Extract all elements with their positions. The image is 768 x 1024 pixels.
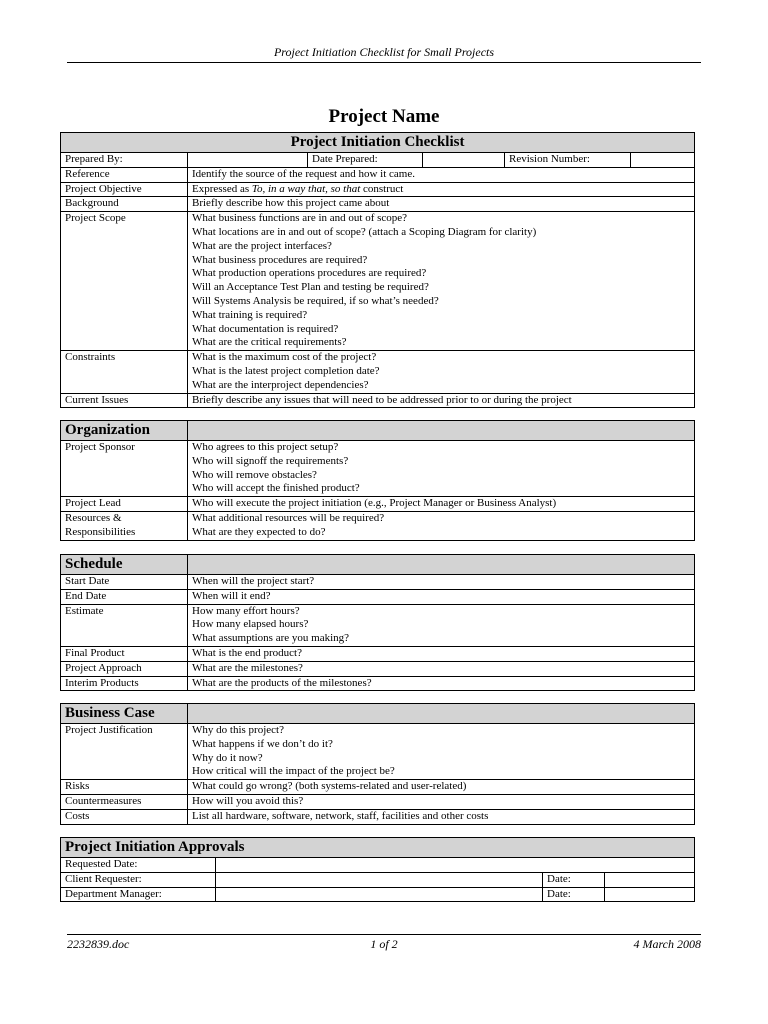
- row-line: What are the critical requirements?: [192, 336, 347, 349]
- date-prepared-field[interactable]: [423, 153, 505, 168]
- row-label: Project Objective: [61, 182, 188, 197]
- table-row: [61, 646, 695, 661]
- row-line: What additional resources will be required?: [192, 511, 385, 524]
- client-requester-field[interactable]: [216, 872, 543, 887]
- row-line: What are the milestones?: [192, 661, 303, 674]
- row-line: How critical will the impact of the project be?: [192, 765, 395, 778]
- row-label: Resources & Responsibilities: [61, 511, 188, 540]
- row-line: How many effort hours?: [192, 604, 300, 617]
- row-line: How will you avoid this?: [192, 794, 304, 807]
- row-label: Project Scope: [61, 212, 188, 351]
- row-line: What assumptions are you making?: [192, 632, 350, 645]
- row-label: Project Approach: [61, 661, 188, 676]
- organization-title: Organization: [61, 421, 188, 441]
- row-label: Current Issues: [61, 393, 188, 408]
- row-line: Briefly describe how this project came about: [192, 197, 390, 210]
- table-row: [61, 212, 695, 351]
- row-line: What are the project interfaces?: [192, 239, 332, 252]
- page-header-text: Project Initiation Checklist for Small Projects: [273, 45, 495, 59]
- row-line: Will an Acceptance Test Plan and testing be required?: [192, 281, 429, 294]
- row-label: Countermeasures: [61, 794, 188, 809]
- schedule-title: Schedule: [61, 555, 188, 575]
- row-line: When will it end?: [192, 589, 271, 602]
- client-date-field[interactable]: [605, 872, 695, 887]
- requested-date-label: Requested Date:: [61, 858, 216, 873]
- department-manager-field[interactable]: [216, 887, 543, 902]
- page-footer: [67, 934, 701, 951]
- row-line: Identify the source of the request and how it came.: [192, 167, 415, 180]
- row-line: What happens if we don’t do it?: [192, 737, 333, 750]
- row-line: Why do this project?: [192, 724, 284, 736]
- checklist-table: [60, 132, 695, 408]
- row-label: End Date: [61, 589, 188, 604]
- row-line: What could go wrong? (both systems-related and user-related): [192, 780, 467, 793]
- row-label: Constraints: [61, 351, 188, 393]
- row-label: Interim Products: [61, 676, 188, 691]
- table-row: [61, 351, 695, 393]
- objective-text: Expressed as To, in a way that, so that construct: [188, 182, 695, 197]
- table-row: [61, 441, 695, 497]
- organization-table: [60, 420, 695, 541]
- row-line: What is the end product?: [192, 646, 302, 659]
- checklist-title: Project Initiation Checklist: [61, 133, 695, 153]
- prepared-by-label: Prepared By:: [61, 153, 188, 168]
- table-row: [61, 497, 695, 512]
- manager-date-label: Date:: [543, 887, 605, 902]
- table-row: [61, 676, 695, 691]
- schedule-table: [60, 554, 695, 691]
- table-row: [61, 182, 695, 197]
- row-label: Costs: [61, 809, 188, 824]
- row-line: Why do it now?: [192, 751, 263, 764]
- row-line: Briefly describe any issues that will need to be addressed prior to or during the project: [192, 393, 572, 406]
- row-label: Risks: [61, 780, 188, 795]
- row-line: What is the latest project completion date?: [192, 364, 380, 377]
- client-requester-label: Client Requester:: [61, 872, 216, 887]
- row-line: Who agrees to this project setup?: [192, 441, 339, 453]
- row-line: What are the interproject dependencies?: [192, 378, 369, 391]
- row-line: What locations are in and out of scope? (attach a Scoping Diagram for clarity): [192, 225, 537, 238]
- table-row: [61, 604, 695, 646]
- approvals-table: [60, 837, 695, 902]
- row-line: List all hardware, software, network, staff, facilities and other costs: [192, 809, 489, 822]
- table-row: [61, 511, 695, 540]
- row-line: What documentation is required?: [192, 322, 339, 335]
- row-label: Reference: [61, 167, 188, 182]
- row-line: What business procedures are required?: [192, 253, 368, 266]
- objective-italic: To, in a way that, so that: [251, 182, 361, 195]
- row-line: Who will signoff the requirements?: [192, 454, 349, 467]
- date-prepared-label: Date Prepared:: [308, 153, 423, 168]
- table-row: [61, 167, 695, 182]
- table-row: [61, 393, 695, 408]
- row-label: Estimate: [61, 604, 188, 646]
- page-title: Project Name: [328, 106, 440, 127]
- row-line: What are the products of the milestones?: [192, 676, 372, 689]
- row-label: Project Lead: [61, 497, 188, 512]
- department-manager-label: Department Manager:: [61, 887, 216, 902]
- table-row: [61, 809, 695, 824]
- row-label: Start Date: [61, 575, 188, 590]
- table-row: [61, 724, 695, 780]
- row-line: What production operations procedures are required?: [192, 267, 427, 280]
- client-date-label: Date:: [543, 872, 605, 887]
- row-line: Who will accept the finished product?: [192, 482, 360, 495]
- row-line: Who will remove obstacles?: [192, 468, 317, 481]
- row-line: What is the maximum cost of the project?: [192, 351, 377, 364]
- row-label: Project Justification: [61, 724, 188, 780]
- row-line: Will Systems Analysis be required, if so what’s needed?: [192, 294, 439, 307]
- row-label: Background: [61, 197, 188, 212]
- requested-date-field[interactable]: [216, 858, 695, 873]
- table-row: [61, 794, 695, 809]
- approvals-title: Project Initiation Approvals: [61, 838, 695, 858]
- revision-number-field[interactable]: [631, 153, 695, 168]
- row-label: Final Product: [61, 646, 188, 661]
- business-case-table: [60, 703, 695, 825]
- row-line: What business functions are in and out of scope?: [192, 212, 408, 225]
- row-line: What are they expected to do?: [192, 525, 326, 538]
- prepared-by-field[interactable]: [188, 153, 308, 168]
- manager-date-field[interactable]: [605, 887, 695, 902]
- footer-date: 4 March 2008: [633, 937, 701, 951]
- footer-page-number: 1 of 2: [370, 937, 398, 951]
- row-line: Who will execute the project initiation (e.g., Project Manager or Business Analyst): [192, 497, 557, 510]
- row-line: How many elapsed hours?: [192, 618, 309, 631]
- table-row: [61, 575, 695, 590]
- business-case-title: Business Case: [61, 704, 188, 724]
- table-row: [61, 780, 695, 795]
- row-label: Project Sponsor: [61, 441, 188, 497]
- footer-filename: 2232839.doc: [67, 937, 130, 951]
- table-row: [61, 197, 695, 212]
- row-line: What training is required?: [192, 308, 308, 321]
- revision-number-label: Revision Number:: [505, 153, 631, 168]
- row-line: When will the project start?: [192, 575, 315, 587]
- table-row: [61, 661, 695, 676]
- page-header: [67, 45, 701, 63]
- table-row: [61, 589, 695, 604]
